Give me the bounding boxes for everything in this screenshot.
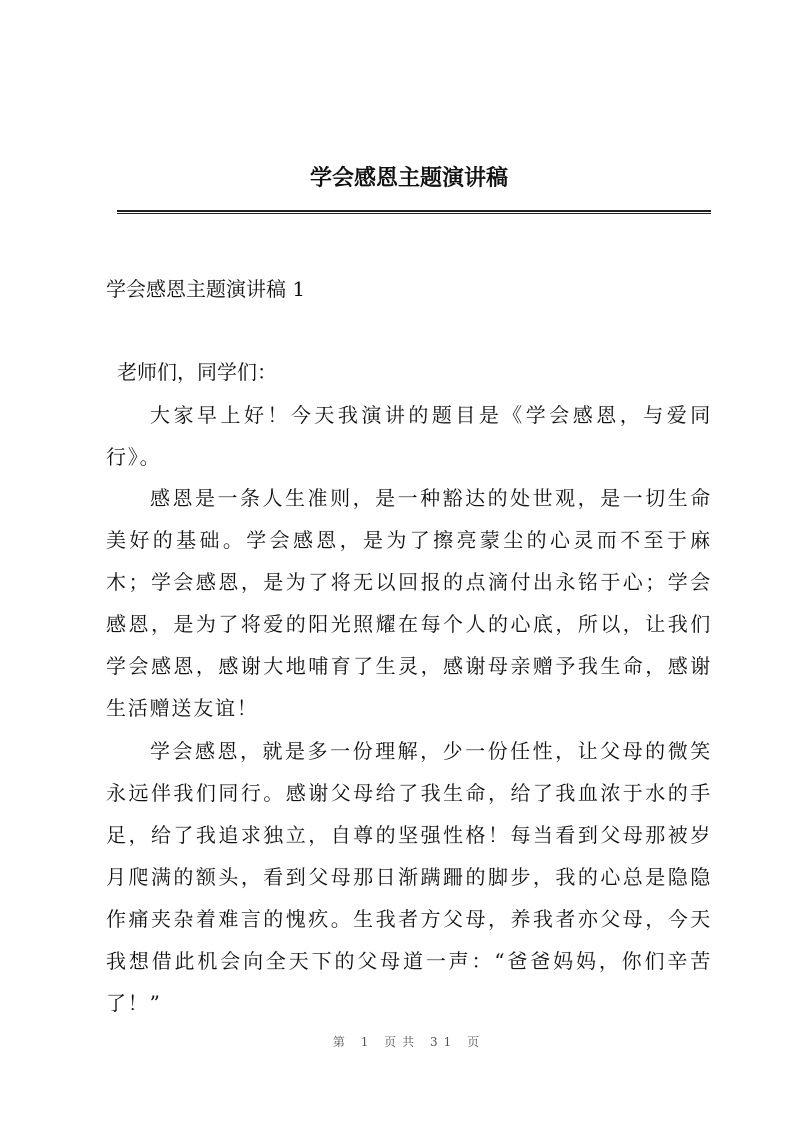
body-paragraph: 大家早上好！今天我演讲的题目是《学会感恩，与爱同行》。: [106, 403, 712, 469]
body-paragraph: 学会感恩，就是多一份理解，少一份任性，让父母的微笑永远伴我们同行。感谢父母给了我生命，给了我血浓于水的手足，给了我追求独立，自尊的坚强性格！每当看到父母那被岁月爬满的额头，看到父母那日渐蹒跚的脚步，我的心总是隐隐作痛夹杂着难言的愧疚。生我者方父母，养我者亦父母，今天我想借此机会向全天下的父母道一声：“爸爸妈妈，你们辛苦了！”: [106, 739, 712, 1015]
page-number-footer: 第 1 页共 31 页: [332, 1035, 486, 1049]
section-heading: 学会感恩主题演讲稿 1: [106, 277, 306, 301]
title-divider: [117, 210, 711, 214]
body-paragraph: 感恩是一条人生准则，是一种豁达的处世观，是一切生命美好的基础。学会感恩，是为了擦亮蒙尘的心灵而不至于麻木；学会感恩，是为了将无以回报的点滴付出永铭于心；学会感恩，是为了将爱的阳光照耀在每个人的心底，所以，让我们学会感恩，感谢大地哺育了生灵，感谢母亲赠予我生命，感谢生活赠送友谊！: [106, 486, 712, 720]
salutation: 老师们，同学们：: [117, 360, 277, 384]
document-title: 学会感恩主题演讲稿: [309, 166, 508, 191]
